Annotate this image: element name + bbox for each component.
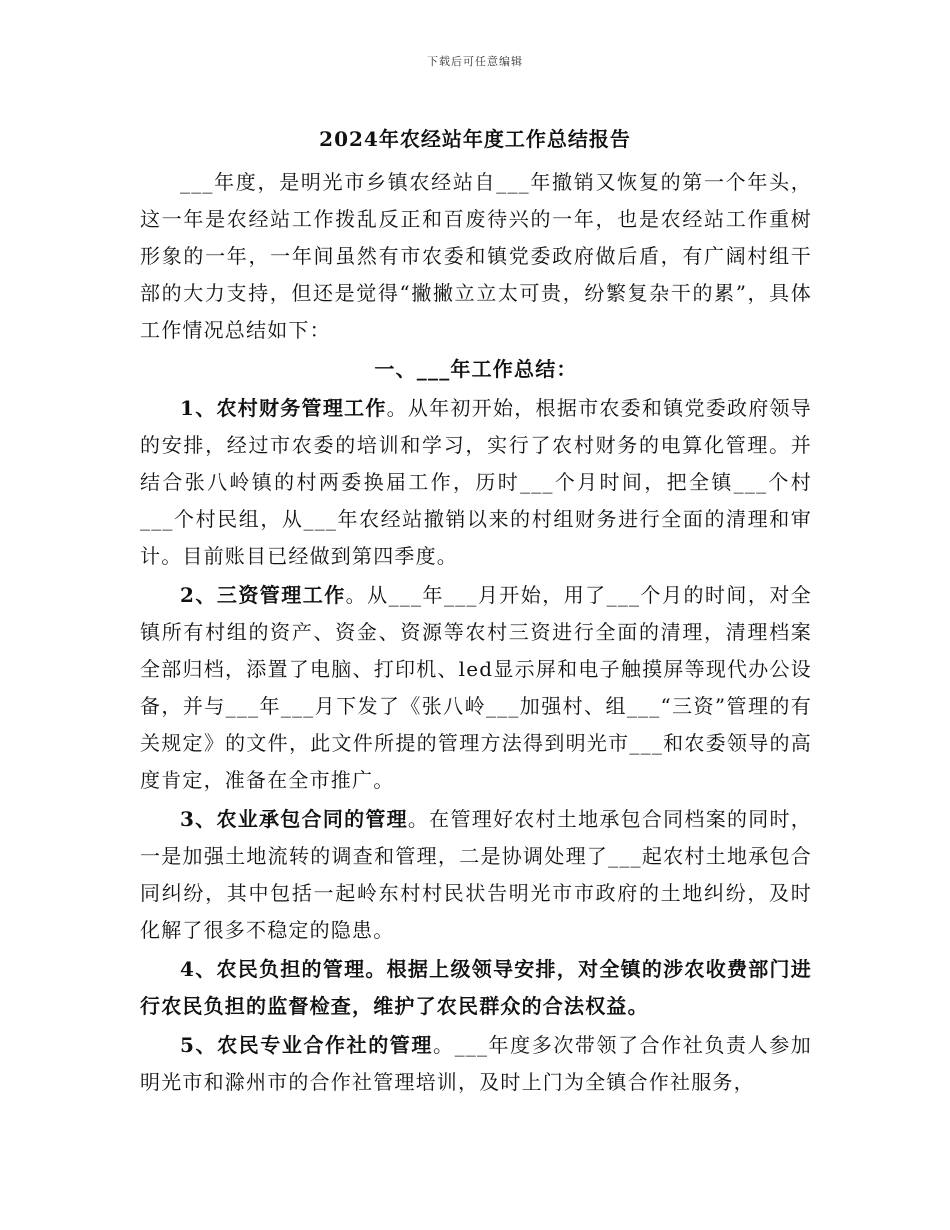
intro-paragraph (140, 164, 812, 349)
item-heading: 4、农民负担的管理。根据上级领导安排，对全镇的涉农收费部门进行农民负担的监督检查，维护了农民群众的合法权益。 (140, 957, 812, 1018)
item-paragraph-1 (140, 390, 812, 575)
section-heading: 一、___年工作总结： (374, 357, 578, 381)
item-paragraph-4 (140, 951, 812, 1025)
document-body (140, 164, 812, 1103)
item-paragraph-5 (140, 1027, 812, 1101)
item-heading: 2、三资管理工作 (180, 583, 346, 607)
item-heading: 1、农村财务管理工作 (180, 396, 387, 420)
document-title: 2024年农经站年度工作总结报告 (319, 127, 631, 151)
item-heading: 3、农业承包合同的管理 (180, 807, 408, 831)
paragraph-text: 。在管理好农村土地承包合同档案的同时，一是加强土地流转的调查和管理，二是协调处理了___起农村土地承包合同纠纷，其中包括一起岭东村村民状告明光市市政府的土地纠纷，及时化解了很多不稳定的隐患。 (140, 807, 812, 942)
paragraph-text: ___年度，是明光市乡镇农经站自___年撤销又恢复的第一个年头，这一年是农经站工作拨乱反正和百废待兴的一年，也是农经站工作重树形象的一年，一年间虽然有市农委和镇党委政府做后盾，有广阔村组干部的大力支持，但还是觉得“撇撇立立太可贵，纷繁复杂干的累”，具体工作情况总结如下： (140, 170, 812, 342)
item-paragraph-3 (140, 801, 812, 949)
paragraph-text: 。___年度多次带领了合作社负责人参加明光市和滁州市的合作社管理培训，及时上门为全镇合作社服务， (140, 1033, 812, 1094)
paragraph-text: 。从___年___月开始，用了___个月的时间，对全镇所有村组的资产、资金、资源等农村三资进行全面的清理，清理档案全部归档，添置了电脑、打印机、led显示屏和电子触摸屏等现代办公设备，并与___年___月下发了《张八岭___加强村、组___“三资”管理的有关规定》的文件，此文件所提的管理方法得到明光市___和农委领导的高度肯定，准备在全市推广。 (140, 583, 812, 792)
item-paragraph-2 (140, 577, 812, 799)
paragraph-text: 。从年初开始，根据市农委和镇党委政府领导的安排，经过市农委的培训和学习，实行了农村财务的电算化管理。并结合张八岭镇的村两委换届工作，历时___个月时间，把全镇___个村___个村民组，从___年农经站撤销以来的村组财务进行全面的清理和审计。目前账目已经做到第四季度。 (140, 396, 813, 568)
header-note: 下载后可任意编辑 (427, 55, 523, 68)
item-heading: 5、农民专业合作社的管理 (180, 1033, 433, 1057)
